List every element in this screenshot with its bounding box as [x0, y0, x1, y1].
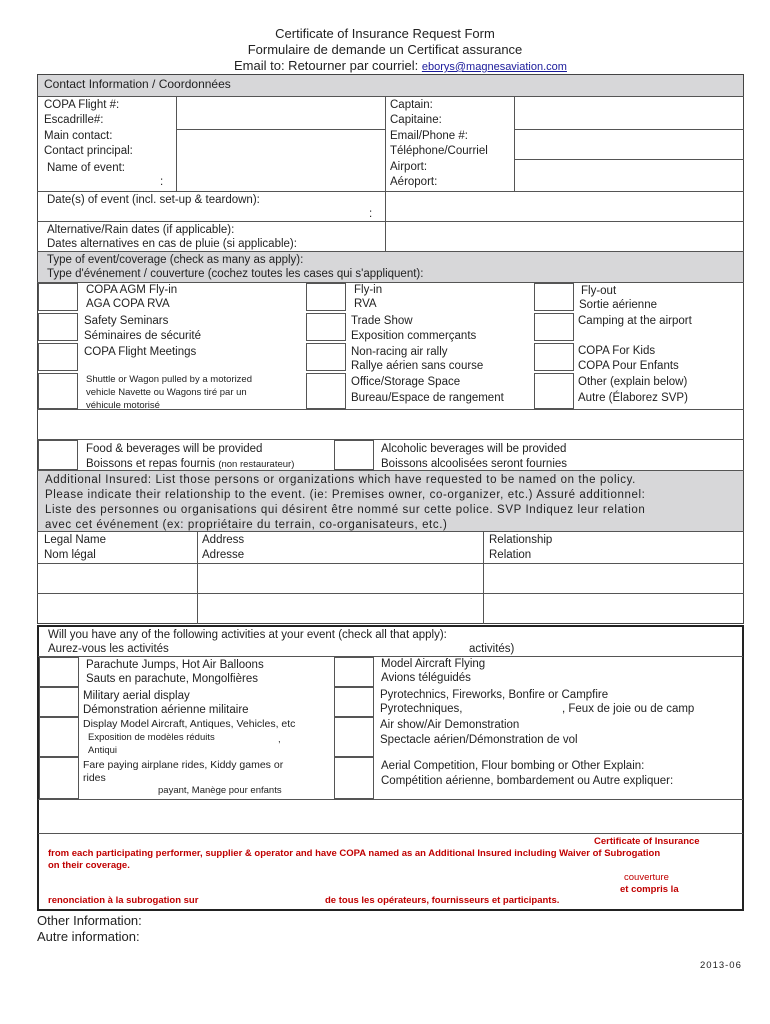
alt-dates-fr: Dates alternatives en cas de pluie (si applicable): — [47, 238, 297, 250]
insured-row1-name[interactable] — [38, 564, 196, 592]
pyrotechnics-en: Pyrotechnics, Fireworks, Bonfire or Campfire — [380, 689, 609, 701]
alt-dates-en: Alternative/Rain dates (if applicable): — [47, 224, 235, 236]
checkbox-model-flying[interactable] — [334, 657, 374, 687]
capitaine-label: Capitaine: — [390, 114, 442, 126]
shuttle-fr2: véhicule motorisé — [86, 400, 160, 411]
military-fr: Démonstration aérienne militaire — [83, 704, 249, 716]
airport-input[interactable] — [515, 160, 743, 190]
checkbox-aerial-competition[interactable] — [334, 757, 374, 799]
checkbox-flyout[interactable] — [534, 283, 574, 311]
event-name-colon: : — [160, 176, 164, 188]
activities-heading-en: Will you have any of the following activities at your event (check all that apply): — [48, 629, 447, 641]
checkbox-parachute[interactable] — [39, 657, 79, 687]
checkbox-food[interactable] — [38, 440, 78, 470]
pyrotechnics-fr-end: , Feux de joie ou de camp — [562, 703, 695, 715]
version-label: 2013-06 — [700, 960, 742, 971]
flyin-en: Fly-in — [354, 284, 383, 296]
pyrotechnics-fr: Pyrotechniques, — [380, 703, 463, 715]
event-name-label: Name of event: — [47, 162, 125, 174]
checkbox-office-storage[interactable] — [306, 373, 346, 409]
ai-line2: Please indicate their relationship to the event. (ie: Premises owner, co-organizer, etc.) Assuré additionnel: — [45, 489, 646, 501]
airshow-en: Air show/Air Demonstration — [380, 719, 520, 731]
email-line — [234, 58, 567, 75]
notice-line2: on their coverage. — [48, 860, 130, 871]
aeroport-label: Aéroport: — [390, 176, 438, 188]
dates-input[interactable] — [386, 192, 743, 220]
copa-kids-en: COPA For Kids — [578, 345, 656, 357]
fare-rides-fr: rides — [83, 772, 106, 784]
shuttle-en: Shuttle or Wagon pulled by a motorized — [86, 374, 252, 385]
agm-flyin-fr: AGA COPA RVA — [86, 298, 170, 310]
telephone-label: Téléphone/Courriel — [390, 145, 488, 157]
captain-input[interactable] — [515, 97, 743, 128]
fare-rides-en: Fare paying airplane rides, Kiddy games or — [83, 759, 284, 771]
main-contact-label: Main contact: — [44, 130, 113, 142]
checkbox-agm-flyin[interactable] — [38, 283, 78, 311]
activities-explain-input[interactable] — [39, 800, 742, 833]
activities-heading-fr-end: activités) — [469, 643, 515, 655]
alt-dates-input[interactable] — [386, 222, 743, 250]
display-model-fr2: Antiqui — [88, 745, 118, 756]
checkbox-flyin[interactable] — [306, 283, 346, 311]
safety-seminars-en: Safety Seminars — [84, 315, 169, 327]
flight-meetings-en: COPA Flight Meetings — [84, 346, 197, 358]
checkbox-fare-rides[interactable] — [39, 757, 79, 799]
display-model-en: Display Model Aircraft, Antiques, Vehicles, etc — [83, 718, 296, 730]
flyin-fr: RVA — [354, 298, 377, 310]
insured-row2-name[interactable] — [38, 594, 196, 623]
checkbox-airshow[interactable] — [334, 717, 374, 757]
other-explain-input[interactable] — [38, 410, 743, 439]
col-name-en: Legal Name — [44, 534, 107, 546]
insured-row2-relation[interactable] — [484, 594, 743, 623]
form-title-en: Certificate of Insurance Request Form — [275, 26, 495, 41]
notice-line1: from each participating performer, supplier & operator and have COPA named as an Additional Insured including Waiver of Subrogation — [48, 848, 661, 859]
copa-flight-input[interactable] — [177, 97, 384, 128]
display-model-comma: , — [278, 734, 281, 745]
checkbox-camping[interactable] — [534, 313, 574, 341]
trade-show-fr: Exposition commerçants — [351, 330, 477, 342]
food-fr: Boissons et repas fournis — [86, 458, 216, 470]
notice-compris: et compris la — [620, 884, 679, 895]
ai-line4: avec cet événement (ex: propriétaire du terrain, co-organisateurs, etc.) — [45, 519, 448, 531]
copa-kids-fr: COPA Pour Enfants — [578, 360, 679, 372]
alcohol-en: Alcoholic beverages will be provided — [381, 443, 567, 455]
parachute-en: Parachute Jumps, Hot Air Balloons — [86, 659, 264, 671]
checkbox-other[interactable] — [534, 373, 574, 409]
parachute-fr: Sauts en parachute, Mongolfières — [86, 673, 258, 685]
office-storage-en: Office/Storage Space — [351, 376, 461, 388]
activities-heading-fr: Aurez-vous les activités — [48, 643, 169, 655]
food-fr-note: (non restaurateur) — [218, 459, 295, 470]
copa-flight-label: COPA Flight #: — [44, 99, 120, 111]
captain-label: Captain: — [390, 99, 433, 111]
checkbox-copa-kids[interactable] — [534, 343, 574, 371]
office-storage-fr: Bureau/Espace de rangement — [351, 392, 504, 404]
air-rally-en: Non-racing air rally — [351, 346, 448, 358]
checkbox-flight-meetings[interactable] — [38, 343, 78, 371]
checkbox-pyrotechnics[interactable] — [334, 687, 374, 717]
email-phone-input[interactable] — [515, 130, 743, 158]
checkbox-safety-seminars[interactable] — [38, 313, 78, 341]
checkbox-military[interactable] — [39, 687, 79, 717]
other-en: Other (explain below) — [578, 376, 688, 388]
food-en: Food & beverages will be provided — [86, 443, 263, 455]
dates-label: Date(s) of event (incl. set-up & teardown): — [47, 194, 260, 206]
email-label: Email to: Retourner par courriel: — [234, 58, 419, 73]
air-rally-fr: Rallye aérien sans course — [351, 360, 484, 372]
notice-cert: Certificate of Insurance — [594, 836, 700, 847]
col-rel-en: Relationship — [489, 534, 553, 546]
model-flying-fr: Avions téléguidés — [381, 672, 471, 684]
checkbox-display-model[interactable] — [39, 717, 79, 757]
col-rel-fr: Relation — [489, 549, 532, 561]
checkbox-alcohol[interactable] — [334, 440, 374, 470]
notice-renonciation: renonciation à la subrogation sur — [48, 895, 199, 906]
col-address-en: Address — [202, 534, 245, 546]
col-address-fr: Adresse — [202, 549, 245, 561]
trade-show-en: Trade Show — [351, 315, 413, 327]
other-info-en: Other Information: — [37, 913, 142, 928]
flyout-en: Fly-out — [581, 285, 617, 297]
fare-rides-fr2: payant, Manège pour enfants — [158, 785, 282, 796]
email-phone-label: Email/Phone #: — [390, 130, 468, 142]
other-info-fr: Autre information: — [37, 929, 140, 944]
insured-row1-address[interactable] — [198, 564, 482, 592]
airshow-fr: Spectacle aérien/Démonstration de vol — [380, 734, 578, 746]
main-contact-input[interactable] — [177, 130, 384, 190]
notice-couverture: couverture — [624, 872, 669, 883]
shuttle-fr: vehicle Navette ou Wagons tiré par un — [86, 387, 247, 398]
display-model-fr: Exposition de modèles réduits — [88, 732, 215, 743]
notice-operateurs: de tous les opérateurs, fournisseurs et participants. — [325, 895, 560, 906]
ai-line1: Additional Insured: List those persons or organizations which have requested to be named on the policy. — [45, 474, 636, 486]
event-type-heading-fr: Type d'événement / couverture (cochez toutes les cases qui s'appliquent): — [47, 268, 424, 280]
contact-heading: Contact Information / Coordonnées — [44, 77, 231, 91]
contact-principal-label: Contact principal: — [44, 145, 133, 157]
checkbox-shuttle-wagon[interactable] — [38, 373, 78, 409]
aerial-competition-fr: Compétition aérienne, bombardement ou Autre expliquer: — [381, 775, 674, 787]
camping-en: Camping at the airport — [578, 315, 692, 327]
col-name-fr: Nom légal — [44, 549, 96, 561]
email-link[interactable]: eborys@magnesaviation.com — [421, 61, 567, 73]
military-en: Military aerial display — [83, 690, 190, 702]
checkbox-air-rally[interactable] — [306, 343, 346, 371]
alcohol-fr: Boissons alcoolisées seront fournies — [381, 458, 568, 470]
checkbox-trade-show[interactable] — [306, 313, 346, 341]
agm-flyin-en: COPA AGM Fly-in — [86, 284, 178, 296]
insured-row1-relation[interactable] — [484, 564, 743, 592]
other-fr: Autre (Élaborez SVP) — [578, 392, 688, 404]
safety-seminars-fr: Séminaires de sécurité — [84, 330, 201, 342]
airport-label: Airport: — [390, 161, 428, 173]
form-title-fr: Formulaire de demande un Certificat assurance — [247, 42, 523, 57]
insured-row2-address[interactable] — [198, 594, 482, 623]
escadrille-label: Escadrille#: — [44, 114, 104, 126]
ai-line3: Liste des personnes ou organisations qui désirent être nommé sur cette police. SVP Indiquez leur relation — [45, 504, 646, 516]
event-type-heading-en: Type of event/coverage (check as many as apply): — [47, 254, 304, 266]
dates-colon: : — [369, 208, 373, 220]
flyout-fr: Sortie aérienne — [579, 299, 657, 311]
aerial-competition-en: Aerial Competition, Flour bombing or Other Explain: — [381, 760, 645, 772]
model-flying-en: Model Aircraft Flying — [381, 658, 486, 670]
